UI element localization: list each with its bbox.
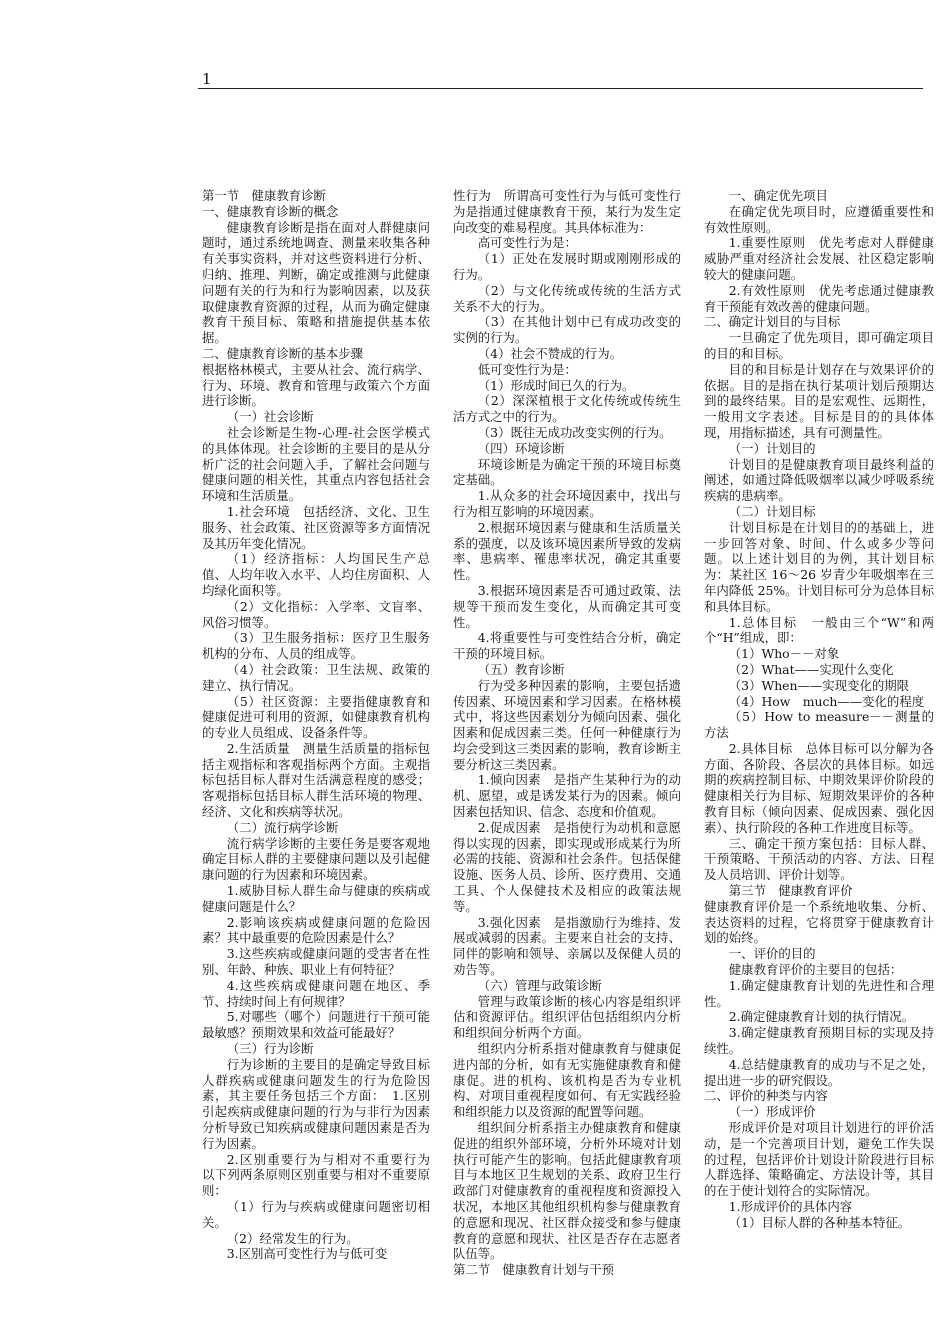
paragraph: （5）How to measure－－测量的方法 <box>704 709 934 741</box>
paragraph: 1.社会环境 包括经济、文化、卫生服务、社会政策、社区资源等多方面情况及其历年变化情况。 <box>202 503 430 551</box>
paragraph: 2.根据环境因素与健康和生活质量关系的强度，以及该环境因素所导致的发病率、患病率、罹患率状况，确定其重要性。 <box>453 519 681 583</box>
paragraph: （3）在其他计划中已有成功改变的实例的行为。 <box>453 314 681 346</box>
paragraph: 2.促成因素 是指使行为动机和意愿得以实现的因素，即实现或形成某行为所必需的技能、资源和社会条件。包括保健设施、医务人员、诊所、医疗费用、交通工具、个人保健技术及相应的政策法规等。 <box>453 819 681 914</box>
paragraph: （3）既往无成功改变实例的行为。 <box>477 424 672 440</box>
paragraph: 1.威胁目标人群生命与健康的疾病或健康问题是什么？ <box>202 883 430 914</box>
paragraph: 组织间分析系指主办健康教育和健康促进的组织外部环境，分析外环境对计划执行可能产生的影响。包括此健康教育项目与本地区卫生规划的关系、政府卫生行政部门对健康教育的重视程度和资源投入状况，本地区其他组织机构参与健康教育的意愿和现况、社区群众接受和参与健康教育的意愿和现状、社区是否存在志愿者队伍等。 <box>453 1120 681 1262</box>
paragraph: 计划目的是健康教育项目最终利益的阐述，如通过降低吸烟率以减少呼吸系统疾病的患病率。 <box>704 456 934 504</box>
subheading: （二）流行病学诊断 <box>226 819 339 835</box>
paragraph: 一旦确定了优先项目，即可确定项目的目的和目标。 <box>704 330 934 361</box>
subheading: （三）行为诊断 <box>226 1041 314 1057</box>
paragraph: 计划目标是在计划目的的基础上，进一步回答对象、时间、什么或多少等问题。以上述计划目的为例，其计划目标为：某社区 16～26 岁青少年吸烟率在三年内降低 25%。计划目标可分为总体目标和具体目标。 <box>704 519 934 614</box>
paragraph: 4.总结健康教育的成功与不足之处，提出进一步的研究假设。 <box>704 1056 934 1088</box>
paragraph: 流行病学诊断的主要任务是要客观地确定目标人群的主要健康问题以及引起健康问题的行为因素和环境因素。 <box>202 835 430 883</box>
paragraph: 行为受多种因素的影响，主要包括遗传因素、环境因素和学习因素。在格林模式中，将这些因素划分为倾向因素、强化因素和促成因素三类。任何一种健康行为均会受到这三类因素的影响，教育诊断主要分析这三类因素。 <box>453 677 681 772</box>
paragraph: 高可变性行为是： <box>477 235 577 251</box>
paragraph: （1）行为与疾病或健康问题密切相关。 <box>202 1199 430 1230</box>
heading: 二、健康教育诊断的基本步骤 <box>202 345 364 361</box>
paragraph: 1.从众多的社会环境因素中，找出与行为相互影响的环境因素。 <box>453 488 681 519</box>
paragraph: 1.总体目标 一般由三个“W”和两个“H”组成，即： <box>704 614 934 646</box>
paragraph: 2.确定健康教育计划的执行情况。 <box>728 1009 915 1025</box>
paragraph: （4）社会不赞成的行为。 <box>477 345 622 361</box>
section-title: 第二节 健康教育计划与干预 <box>453 1262 615 1278</box>
heading: 一、评价的目的 <box>728 946 816 962</box>
column-2 <box>453 188 681 1278</box>
paragraph: 1.确定健康教育计划的先进性和合理性。 <box>704 977 934 1009</box>
column-1 <box>202 188 443 1262</box>
column-3 <box>704 188 934 1231</box>
section-title: 第一节 健康教育诊断 <box>202 188 326 203</box>
paragraph: 2.生活质量 测量生活质量的指标包括主观指标和客观指标两个方面。主观指标包括目标人群对生活满意程度的感受；客观指标包括目标人群生活环境的物理、经济、文化和疾病等状况。 <box>202 740 430 820</box>
subheading: （四）环境诊断 <box>477 440 565 456</box>
subheading: （一）计划目的 <box>728 440 816 456</box>
paragraph: 社会诊断是生物-心理-社会医学模式的具体体现。社会诊断的主要目的是从分析广泛的社会问题入手，了解社会问题与健康问题的相关性，其重点内容包括社会环境和生活质量。 <box>202 424 430 504</box>
paragraph: 目的和目标是计划存在与效果评价的依据。目的是指在执行某项计划后预期达到的最终结果。目的是宏观性、远期性，一般用文字表述。目标是目的的具体体现，用指标描述，具有可测量性。 <box>704 361 934 440</box>
paragraph: 1.重要性原则 优先考虑对人群健康威胁严重对经济社会发展、社区稳定影响较大的健康问题。 <box>704 235 934 282</box>
paragraph: （3）卫生服务指标：医疗卫生服务机构的分布、人员的组成等。 <box>202 630 430 662</box>
paragraph: （3）When——实现变化的期限 <box>728 677 910 693</box>
paragraph: （5）社区资源：主要指健康教育和健康促进可利用的资源，如健康教育机构的专业人员组成、设备条件等。 <box>202 693 430 741</box>
paragraph: 4.将重要性与可变性结合分析，确定干预的环境目标。 <box>453 630 681 662</box>
paragraph: （2）深深植根于文化传统或传统生活方式之中的行为。 <box>453 393 681 425</box>
subheading: （二）计划目标 <box>728 503 816 519</box>
header-rule <box>198 88 923 89</box>
paragraph: （2）经常发生的行为。 <box>226 1230 359 1246</box>
paragraph: 行为诊断的主要目的是确定导致目标人群疾病或健康问题发生的行为危险因素，其主要任务包括三个方面： 1.区别引起疾病或健康问题的行为与非行为因素 分析导致已知疾病或健康问题因素是否为行为因素。 <box>202 1056 443 1151</box>
paragraph: 性行为 所谓高可变性行为与低可变性行为是指通过健康教育干预，某行为发生定向改变的难易程度。其具体标准为： <box>453 188 681 235</box>
page-number: 1 <box>202 70 212 88</box>
paragraph: 1.倾向因素 是指产生某种行为的动机、愿望，或是诱发某行为的因素。倾向因素包括知识、信念、态度和价值观。 <box>453 772 681 820</box>
subheading: （六）管理与政策诊断 <box>477 977 602 993</box>
paragraph: （1）Who－－对象 <box>728 646 840 662</box>
paragraph: 管理与政策诊断的核心内容是组织评估和资源评估。组织评估包括组织内分析和组织间分析两个方面。 <box>453 993 681 1041</box>
paragraph: （2）与文化传统或传统的生活方式关系不大的行为。 <box>453 282 681 314</box>
paragraph: 5.对哪些（哪个）问题进行干预可能最敏感？预期效果和效益可能最好？ <box>202 1009 430 1041</box>
heading: 二、确定计划目的与目标 <box>704 314 841 330</box>
heading: 一、确定优先项目 <box>728 188 828 203</box>
paragraph: 在确定优先项目时，应遵循重要性和有效性原则。 <box>704 203 934 235</box>
paragraph: 3.根据环境因素是否可通过政策、法规等干预而发生变化，从而确定其可变性。 <box>453 582 681 630</box>
paragraph: 健康教育诊断是指在面对人群健康问题时，通过系统地调查、测量来收集各种有关事实资料，并对这些资料进行分析、归纳、推理、判断，确定或推测与此健康问题有关的行为和行为影响因素，以及获取健康教育资源的过程，从而为确定健康教育干预目标、策略和措施提供基本依据。 <box>202 219 430 346</box>
paragraph: 2.具体目标 总体目标可以分解为各方面、各阶段、各层次的具体目标。如远期的疾病控制目标、中期效果评价阶段的健康相关行为目标、短期效果评价的各种教育目标（倾向因素、促成因素、强化因素）、执行阶段的各种工作进度目标等。 <box>704 740 934 835</box>
paragraph: 环境诊断是为确定干预的环境目标奠定基础。 <box>453 456 681 488</box>
paragraph: 3.强化因素 是指激励行为维持、发展或减弱的因素。主要来自社会的支持、同伴的影响和领导、亲属以及保健人员的劝告等。 <box>453 914 681 978</box>
paragraph: 组织内分析系指对健康教育与健康促进内部的分析，如有无实施健康教育和健康促。进的机构、该机构是否为专业机构、对项目重视程度如何、有无实践经验和组织能力以及资源的配置等问题。 <box>453 1041 681 1120</box>
paragraph: 1.形成评价的具体内容 <box>728 1199 853 1214</box>
paragraph: 形成评价是对项目计划进行的评价活动，是一个完善项目计划，避免工作失误的过程，包括评价计划设计阶段进行目标人群选择、策略确定、方法设计等，其目的在于使计划符合的实际情况。 <box>704 1120 934 1199</box>
paragraph: 2.有效性原则 优先考虑通过健康教育干预能有效改善的健康问题。 <box>704 282 934 314</box>
paragraph: （4）社会政策：卫生法规、政策的建立、执行情况。 <box>202 661 430 693</box>
paragraph: 健康教育评价的主要目的包括： <box>728 962 903 978</box>
paragraph: 2.影响该疾病或健康问题的危险因素？其中最重要的危险因素是什么？ <box>202 914 430 946</box>
heading: 二、评价的种类与内容 <box>704 1088 828 1104</box>
paragraph: 健康教育评价是一个系统地收集、分析、表达资料的过程，它将贯穿于健康教育计划的始终。 <box>704 898 934 946</box>
paragraph: 2.区别重要行为与相对不重要行为 以下列两条原则区别重要与相对不重要原则： <box>202 1151 443 1199</box>
paragraph: （1）形成时间已久的行为。 <box>477 377 635 393</box>
heading: 一、健康教育诊断的概念 <box>202 203 339 219</box>
paragraph: （1）目标人群的各种基本特征。 <box>728 1214 911 1230</box>
paragraph: （1）经济指标：人均国民生产总值、人均年收入水平、人均住房面积、人均绿化面积等。 <box>202 551 430 598</box>
subheading: （一）形成评价 <box>728 1104 816 1120</box>
paragraph: （2）文化指标：入学率、文盲率、风俗习惯等。 <box>202 598 430 630</box>
paragraph: 3.确定健康教育预期目标的实现及持续性。 <box>704 1025 934 1057</box>
subheading: （五）教育诊断 <box>477 661 565 677</box>
paragraph: （2）What——实现什么变化 <box>728 661 894 677</box>
paragraph: 3.区别高可变性行为与低可变 <box>226 1246 388 1262</box>
subheading: （一）社会诊断 <box>226 409 314 425</box>
paragraph: 低可变性行为是： <box>477 361 577 377</box>
section-title: 第三节 健康教育评价 <box>728 883 853 899</box>
paragraph: （4）How much——变化的程度 <box>728 693 925 709</box>
paragraph: 4.这些疾病或健康问题在地区、季节、持续时间上有何规律？ <box>202 977 430 1009</box>
paragraph: 三、确定干预方案包括：目标人群、干预策略、干预活动的内容、方法、日程及人员培训、评价计划等。 <box>704 835 934 883</box>
paragraph: 3.这些疾病或健康问题的受害者在性别、年龄、种族、职业上有何特征？ <box>202 946 430 978</box>
paragraph: 根据格林模式，主要从社会、流行病学、行为、环境、教育和管理与政策六个方面进行诊断。 <box>202 361 430 409</box>
paragraph: （1）正处在发展时期或刚刚形成的行为。 <box>453 251 681 282</box>
